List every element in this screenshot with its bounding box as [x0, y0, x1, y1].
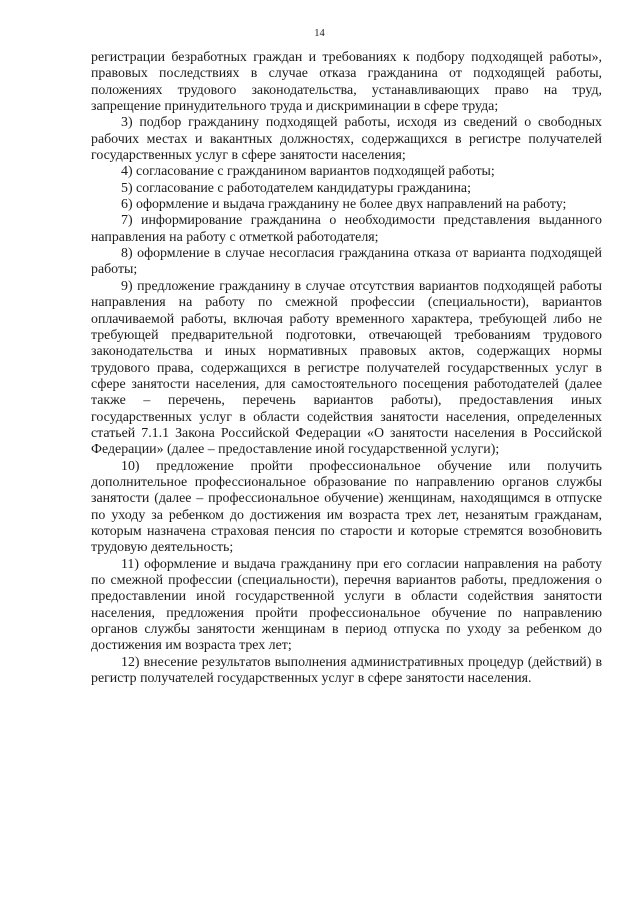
list-item-6: 6) оформление и выдача гражданину не более двух направлений на работу;	[121, 197, 567, 213]
list-item-8: 8) оформление в случае несогласия гражданина отказа от варианта подходящей работы;	[91, 246, 602, 278]
list-item-7: 7) информирование гражданина о необходимости представления выданного направления на работу с отметкой работодателя;	[91, 213, 602, 245]
list-item-11: 11) оформление и выдача гражданину при его согласии направления на работу по смежной профессии (специальности), перечня вариантов работы, предложения о предоставлении иной государственной услуги в области содействия занятости населения, предложения пройти профессиональное обучение по направлению органов службы занятости женщинам в период отпуска по уходу за ребенком до достижения им возраста трех лет;	[91, 556, 602, 654]
list-item-4: 4) согласование с гражданином вариантов подходящей работы;	[121, 164, 495, 180]
list-item-5: 5) согласование с работодателем кандидатуры гражданина;	[121, 180, 471, 196]
list-item-12: 12) внесение результатов выполнения административных процедур (действий) в регистр получателей государственных услуг в сфере занятости населения.	[91, 654, 602, 687]
page-number: 14	[314, 28, 325, 39]
list-item-10: 10) предложение пройти профессиональное обучение или получить дополнительное профессиональное образование по направлению органов службы занятости (далее – профессиональное обучение) женщинам, находящимся в отпуске по уходу за ребенком до достижения им возраста трех лет, незанятым гражданам, которым назначена страховая пенсия по старости и которые стремятся возобновить трудовую деятельность;	[91, 458, 602, 556]
list-item-9: 9) предложение гражданину в случае отсутствия вариантов подходящей работы направления на работу по смежной профессии (специальности), вариантов оплачиваемой работы, включая работу временного характера, требующей либо не требующей предварительной подготовки, отвечающей требованиям трудового законодательства и иных нормативных правовых актов, содержащих нормы трудового права, содержащихся в регистре получателей государственных услуг в сфере занятости населения, для самостоятельного посещения работодателей (далее также – перечень, перечень вариантов работы), предоставления иных государственных услуг в области содействия занятости населения, определенных статьей 7.1.1 Закона Российской Федерации «О занятости населения в Российской Федерации» (далее – предоставление иной государственной услуги);	[91, 278, 602, 458]
document-body	[91, 50, 602, 687]
paragraph-continuation: регистрации безработных граждан и требованиях к подбору подходящей работы», правовых последствиях в случае отказа гражданина от подходящей работы, положениях трудового законодательства, устанавливающих право на труд, запрещение принудительного труда и дискриминации в сфере труда;	[91, 50, 602, 115]
list-item-3: 3) подбор гражданину подходящей работы, исходя из сведений о свободных рабочих местах и вакантных должностях, содержащихся в регистре получателей государственных услуг в сфере занятости населения;	[91, 115, 602, 164]
